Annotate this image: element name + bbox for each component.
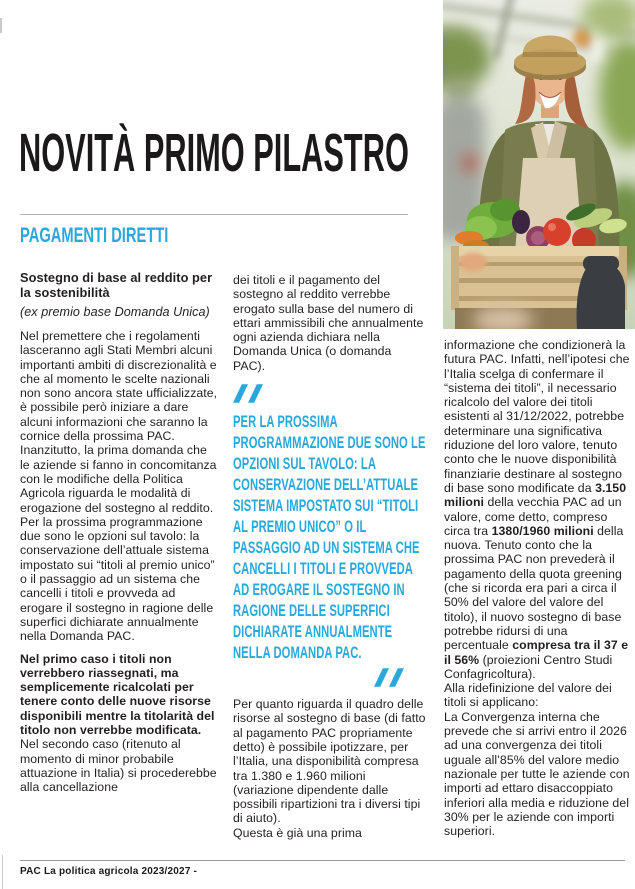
column-2: [233, 273, 426, 840]
farmer-photo-illustration: [443, 0, 635, 329]
footer-divider: [20, 860, 625, 861]
body-paragraph: Nel secondo caso (ritenuto al momento di minor probabile attuazione in Italia) si procederebbe alla cancellazione: [20, 737, 217, 795]
article-subtitle: Sostegno di base al reddito per la sostenibilità: [20, 270, 213, 300]
footer-text: PAC La politica agricola 2023/2027 -: [20, 866, 198, 877]
pull-quote-text: PER LA PROSSIMA PROGRAMMAZIONE DUE SONO LE OPZIONI SUL TAVOLO: LA CONSERVAZIONE DELL’ATTUALE SISTEMA IMPOSTATO SUI “TITOLI AL PREMIO UNICO” O IL PASSAGGIO AD UN SISTEMA CHE CANCELLI I TITOLI E PROVVEDA AD EROGARE IL SOSTEGNO IN RAGIONE DELLE SUPERFICI DICHIARATE ANNUALMENTE NELLA DOMANDA PAC.: [233, 413, 426, 663]
article-subtitle-note: (ex premio base Domanda Unica): [20, 305, 210, 319]
body-paragraph: Alla ridefinizione del valore dei titoli si applicano:: [444, 681, 612, 710]
close-quote-icon: [374, 667, 404, 688]
open-quote-icon: [233, 383, 263, 404]
title-divider: [20, 214, 408, 215]
pull-quote: [233, 383, 426, 688]
page-title: NOVITÀ PRIMO PILASTRO: [19, 123, 409, 183]
section-heading: PAGAMENTI DIRETTI: [20, 224, 169, 247]
column-3: [444, 338, 631, 838]
body-paragraph: La Convergenza interna che prevede che si arrivi entro il 2026 ad una convergenza dei titoli uguale all’85% del valore medio nazionale per tutte le aziende con importi ad ettaro disaccoppiato inferiori alla media e riduzione del 30% per le aziende con importi superiori.: [444, 709, 630, 839]
column-1: [20, 270, 220, 795]
crop-mark-bottom: [2, 855, 3, 889]
bold-figure: 1380/1960 milioni: [491, 523, 594, 538]
body-paragraph-bold: Nel primo caso i titoli non verrebbero riassegnati, ma semplicemente ricalcolati per tenere conto delle nuove risorse disponibili mentre la titolarità del titolo non verrebbe modificata.: [20, 651, 215, 738]
farmer-photo: [443, 0, 635, 329]
bold-figure: compresa tra il 37 e il 56%: [444, 638, 629, 667]
body-paragraph: Nel premettere che i regolamenti lasceranno agli Stati Membri alcuni importanti ambiti di discrezionalità e che al momento le scelte nazionali non sono ancora state ufficializzate, è possibile però iniziare a dare alcuni informazioni che saranno la cornice della prossima PAC. Inanzitutto, la prima domanda che le aziende si fanno in concomitanza con le modifiche della Politica Agricola riguarda le modalità di erogazione del sostegno al reddito. Per la prossima programmazione due sono le opzioni sul tavolo: la conservazione dell’attuale sistema impostato sui “titoli al premio unico” o il passaggio ad un sistema che cancelli i titoli e provveda ad erogare il sostegno in ragione delle superfici dichiarate annualmente nella Domanda PAC.: [20, 329, 218, 644]
body-paragraph-mixed: informazione che condizionerà la futura PAC. Infatti, nell’ipotesi che l’Italia scelga di confermare il “sistema dei titoli”, il necessario ricalcolo del valore dei titoli esistenti al 31/12/2022, potrebbe determinare una significativa riduzione del loro valore, tenuto conto che le nuove disponibilità finanziarie destinare al sostegno di base sono modificate da 3.150 milioni della vecchia PAC ad un valore, come detto, compreso circa tra 1380/1960 milioni della nuova. Tenuto conto che la prossima PAC non prevederà il pagamento della quota greening (che si ricorda era pari a circa il 50% del valore del valore del titolo), il nuovo sostegno di base potrebbe ridursi di una percentuale compresa tra il 37 e il 56% (proiezioni Centro Studi Confagricoltura).: [444, 338, 630, 681]
body-paragraph: Questa è già una prima: [233, 825, 362, 840]
crop-mark-top: [0, 18, 2, 33]
body-paragraph: dei titoli e il pagamento del sostegno al reddito verrebbe erogato sulla base del numero di ettari ammissibili che annualmente ogni azienda dichiara nella Domanda Unica (o domanda PAC).: [233, 273, 424, 373]
glove: [577, 256, 625, 329]
body-paragraph: Per quanto riguarda il quadro delle risorse al sostegno di base (di fatto al pagamento PAC propriamente detto) è possibile ipotizzare, per l’Italia, una disponibilità compresa tra 1.380 e 1.960 milioni (variazione dipendente dalle possibili ripartizioni tra i diversi tipi di aiuto).: [233, 697, 426, 826]
bold-figure: 3.150 milioni: [444, 480, 627, 510]
